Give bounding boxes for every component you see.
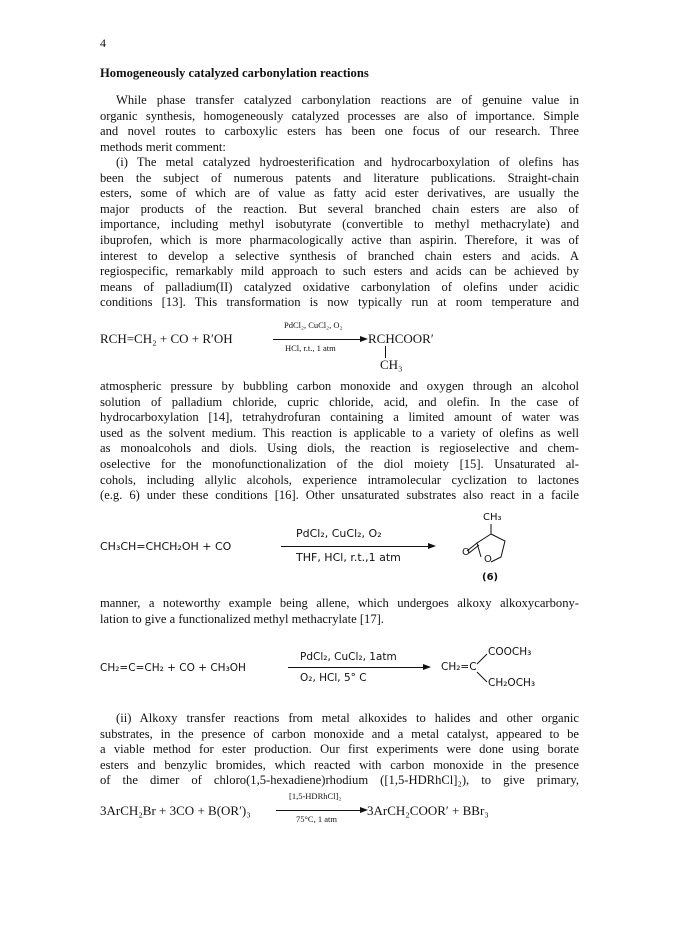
text-line: of the dimer of chloro(1,5-hexadiene)rhodium ([1,5-HDRhCl]₂), to give primary, [100,773,579,788]
text-line: lation to give a functionalized methyl methacrylate [17]. [100,611,384,626]
text-line: organic synthesis, homogeneously catalyzed processes are also of importance. Simple [100,108,579,123]
eq3-reactants: CH₂=C=CH₂ + CO + CH₃OH [100,662,246,674]
eq3-ester-group: COOCH₃ [488,646,532,658]
text-line: manner, a noteworthy example being allene, which undergoes alkoxy alkoxycarbony- [100,596,579,610]
text-line: (i) The metal catalyzed hydroesterification and hydrocarboxylation of olefins has [116,155,579,169]
text-line: ibuprofen, which is more pharmacologically active than aspirin. Therefore, it was of [100,232,579,247]
eq4-arrow [276,810,361,811]
page-number: 4 [100,36,106,50]
text-line: hydrocarboxylation [14], tetrahydrofuran containing a limited amount of water was [100,410,579,425]
text-line: cohols, including allylic alcohols, experience intramolecular cyclization to lactones [100,472,579,487]
text-line: atmospheric pressure by bubbling carbon monoxide and oxygen through an alcohol [100,379,579,393]
eq2-ring-oxygen: O [484,554,492,565]
eq3-conditions-below: O₂, HCl, 5° C [300,672,367,684]
eq4-catalyst: [1,5-HDRhCl]₂ [289,791,342,801]
eq1-arrow [273,339,361,340]
text-line: esters, some of which are of value as fatty acid ester derivatives, are usually the [100,186,579,201]
text-line: major products of the reaction. But several branched chain esters are also of [100,201,579,216]
paragraph-method-ii [100,711,579,789]
eq3-ether-group: CH₂OCH₃ [488,677,536,689]
text-line: solution of palladium chloride, cupric chloride, acid, and olefin. In the case of [100,394,579,409]
text-line: as monoalcohols and diols. Using diols, the reaction is regioselective and chem- [100,441,579,456]
paragraph-continued [100,379,579,504]
eq2-methyl-substituent: CH₃ [483,512,502,523]
eq2-arrow [281,546,429,547]
text-line: importance, including methyl isobutyrate (convertible to methyl methacrylate) and [100,217,579,232]
text-line: been the subject of numerous patents and literature publications. Straight-chain [100,170,579,185]
paragraph-method-i [100,155,579,311]
text-line: means of palladium(II) catalyzed oxidative carbonylation of olefins under acidic [100,279,579,294]
eq1-arrowhead [360,336,368,342]
eq1-conditions-below: HCl, r.t., 1 atm [285,343,336,353]
eq3-conditions-above: PdCl₂, CuCl₂, 1atm [300,651,397,663]
text-line: (e.g. 6) under these conditions [16]. Other unsaturated substrates also react in a facile [100,488,579,503]
text-line: a viable method for ester production. Our first experiments were done using borate [100,742,579,757]
eq2-conditions-above: PdCl₂, CuCl₂, O₂ [296,527,382,540]
eq2-arrowhead [428,543,436,549]
paragraph-intro [100,93,579,155]
paragraph-allene [100,596,579,627]
text-line: substrates, in the presence of carbon monoxide and a metal catalyst, appeared to be [100,726,579,741]
eq3-arrow [288,667,424,668]
eq3-arrowhead [423,664,431,670]
section-heading: Homogeneously catalyzed carbonylation reactions [100,66,369,80]
text-line: interest to develop a selective synthesis of branched chain esters and acids. A [100,248,579,263]
text-line: conditions [13]. This transformation is now typically run at room temperature and [100,295,579,310]
eq3-product-core: CH₂=C [441,661,477,673]
text-line: methods merit comment: [100,139,226,154]
text-line: oselective for the monofunctionalization of the diol moiety [15]. Unsaturated al- [100,456,579,471]
compound-label: (6) [482,572,499,583]
text-line: regiospecific, remarkably mild approach to such esters and acids can be achieved by [100,264,579,279]
eq2-carbonyl-oxygen: O [462,547,470,558]
eq1-product: RCHCOOR′ [368,331,434,346]
eq2-reactants: CH₃CH=CHCH₂OH + CO [100,540,232,553]
eq1-conditions-above: PdCl₂, CuCl₂, O₂ [284,320,343,330]
eq4-conditions-below: 75°C, 1 atm [296,814,337,824]
text-line: esters and benzylic bromides, which reacted with carbon monoxide in the presence [100,757,579,772]
eq1-reactants: RCH=CH₂ + CO + R′OH [100,331,233,346]
text-line: (ii) Alkoxy transfer reactions from metal alkoxides to halides and other organic [116,711,579,725]
eq2-conditions-below: THF, HCl, r.t.,1 atm [296,551,401,564]
eq4-reactants: 3ArCH₂Br + 3CO + B(OR′)₃ [100,803,251,818]
text-line: used as the solvent medium. This reaction is applicable to a variety of olefins as well [100,425,579,440]
text-line: While phase transfer catalyzed carbonylation reactions are of genuine value in [116,93,579,107]
text-line: and novel routes to carboxylic esters has been one focus of our research. Three [100,124,579,139]
eq1-branch-methyl: CH₃ [380,357,403,372]
eq4-products: 3ArCH₂COOR′ + BBr₃ [367,803,489,818]
